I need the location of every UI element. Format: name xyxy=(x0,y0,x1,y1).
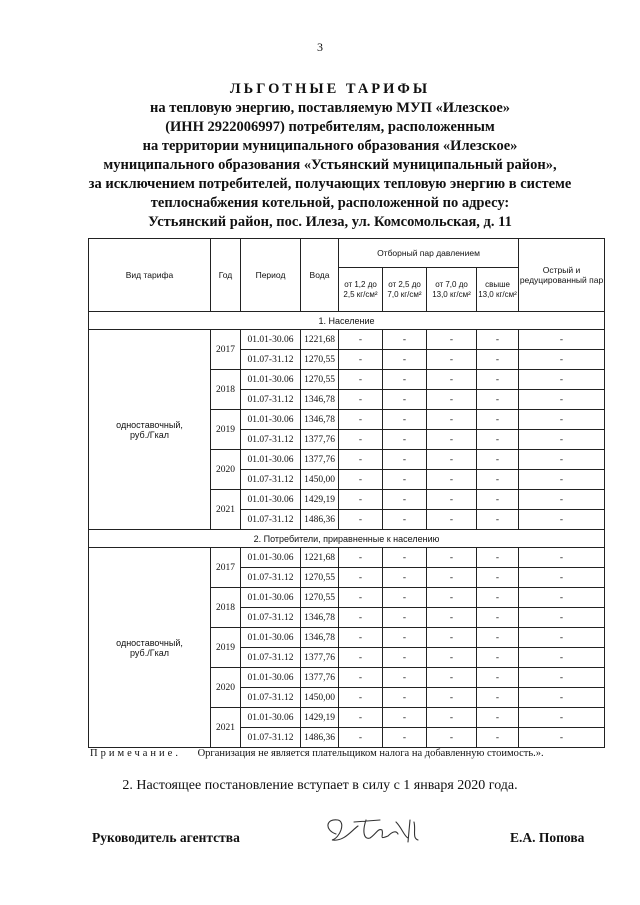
p4-cell: - xyxy=(477,628,519,648)
note-text: Организация не является плательщиком налога на добавленную стоимость.». xyxy=(197,748,544,759)
period-cell: 01.01-30.06 xyxy=(241,548,301,568)
p4-cell: - xyxy=(477,708,519,728)
p1-cell: - xyxy=(339,568,383,588)
p2-cell: - xyxy=(383,648,427,668)
period-cell: 01.07-31.12 xyxy=(241,608,301,628)
note xyxy=(90,748,610,759)
section-row xyxy=(89,312,605,330)
p4-cell: - xyxy=(477,648,519,668)
year-cell: 2019 xyxy=(211,628,241,668)
p4-cell: - xyxy=(477,548,519,568)
water-cell: 1346,78 xyxy=(301,628,339,648)
p3-cell: - xyxy=(427,688,477,708)
title-line: за исключением потребителей, получающих тепловую энергию в системе xyxy=(88,176,572,192)
p3-cell: - xyxy=(427,470,477,490)
period-cell: 01.01-30.06 xyxy=(241,330,301,350)
water-cell: 1221,68 xyxy=(301,548,339,568)
year-cell: 2017 xyxy=(211,330,241,370)
p4-cell: - xyxy=(477,728,519,748)
water-cell: 1450,00 xyxy=(301,470,339,490)
p2-cell: - xyxy=(383,430,427,450)
year-cell: 2017 xyxy=(211,548,241,588)
table-row xyxy=(89,548,605,568)
header-tariff-type: Вид тарифа xyxy=(89,239,211,312)
p4-cell: - xyxy=(477,490,519,510)
p1-cell: - xyxy=(339,430,383,450)
period-cell: 01.07-31.12 xyxy=(241,688,301,708)
p3-cell: - xyxy=(427,668,477,688)
p4-cell: - xyxy=(477,470,519,490)
p3-cell: - xyxy=(427,410,477,430)
period-cell: 01.07-31.12 xyxy=(241,648,301,668)
p1-cell: - xyxy=(339,548,383,568)
p1-cell: - xyxy=(339,510,383,530)
p2-cell: - xyxy=(383,390,427,410)
note-label: Примечание. xyxy=(90,748,181,759)
p4-cell: - xyxy=(477,668,519,688)
period-cell: 01.01-30.06 xyxy=(241,450,301,470)
p4-cell: - xyxy=(477,390,519,410)
period-cell: 01.07-31.12 xyxy=(241,728,301,748)
sharp-cell: - xyxy=(519,668,605,688)
year-cell: 2018 xyxy=(211,370,241,410)
sharp-cell: - xyxy=(519,430,605,450)
water-cell: 1486,36 xyxy=(301,510,339,530)
header-period: Период xyxy=(241,239,301,312)
water-cell: 1270,55 xyxy=(301,350,339,370)
section-row xyxy=(89,530,605,548)
tariff-type-cell: одноставочный, руб./Гкал xyxy=(89,548,211,748)
p2-cell: - xyxy=(383,470,427,490)
p3-cell: - xyxy=(427,350,477,370)
water-cell: 1221,68 xyxy=(301,330,339,350)
p2-cell: - xyxy=(383,728,427,748)
water-cell: 1346,78 xyxy=(301,410,339,430)
p2-cell: - xyxy=(383,568,427,588)
p4-cell: - xyxy=(477,588,519,608)
p1-cell: - xyxy=(339,628,383,648)
p4-cell: - xyxy=(477,608,519,628)
p3-cell: - xyxy=(427,608,477,628)
title-line: (ИНН 2922006997) потребителям, расположенным xyxy=(165,119,495,135)
period-cell: 01.07-31.12 xyxy=(241,568,301,588)
header-year: Год xyxy=(211,239,241,312)
sharp-cell: - xyxy=(519,568,605,588)
water-cell: 1429,19 xyxy=(301,708,339,728)
year-cell: 2020 xyxy=(211,450,241,490)
p3-cell: - xyxy=(427,728,477,748)
water-cell: 1377,76 xyxy=(301,668,339,688)
page-number: 3 xyxy=(317,40,323,54)
p4-cell: - xyxy=(477,430,519,450)
sharp-cell: - xyxy=(519,588,605,608)
title-line: на тепловую энергию, поставляемую МУП «Илезское» xyxy=(149,100,510,116)
p3-cell: - xyxy=(427,648,477,668)
p3-cell: - xyxy=(427,390,477,410)
period-cell: 01.07-31.12 xyxy=(241,470,301,490)
tariff-type-cell: одноставочный, руб./Гкал xyxy=(89,330,211,530)
sharp-cell: - xyxy=(519,490,605,510)
effective-date-paragraph: 2. Настоящее постановление вступает в силу с 1 января 2020 года. xyxy=(122,778,518,793)
water-cell: 1486,36 xyxy=(301,728,339,748)
header-steam-group: Отборный пар давлением xyxy=(339,239,519,268)
handwritten-signature xyxy=(318,808,428,852)
p2-cell: - xyxy=(383,608,427,628)
water-cell: 1270,55 xyxy=(301,568,339,588)
p4-cell: - xyxy=(477,450,519,470)
p3-cell: - xyxy=(427,628,477,648)
p3-cell: - xyxy=(427,588,477,608)
header-sharp-steam: Острый и редуцированный пар xyxy=(519,239,605,312)
sharp-cell: - xyxy=(519,390,605,410)
p3-cell: - xyxy=(427,430,477,450)
sharp-cell: - xyxy=(519,470,605,490)
period-cell: 01.01-30.06 xyxy=(241,708,301,728)
p1-cell: - xyxy=(339,350,383,370)
p1-cell: - xyxy=(339,668,383,688)
header-pressure-1: от 1,2 до 2,5 кг/см² xyxy=(339,268,383,312)
p3-cell: - xyxy=(427,330,477,350)
table-row xyxy=(89,330,605,350)
p2-cell: - xyxy=(383,490,427,510)
year-cell: 2021 xyxy=(211,490,241,530)
p4-cell: - xyxy=(477,330,519,350)
year-cell: 2019 xyxy=(211,410,241,450)
water-cell: 1346,78 xyxy=(301,608,339,628)
p1-cell: - xyxy=(339,450,383,470)
sharp-cell: - xyxy=(519,350,605,370)
water-cell: 1346,78 xyxy=(301,390,339,410)
water-cell: 1377,76 xyxy=(301,648,339,668)
water-cell: 1270,55 xyxy=(301,370,339,390)
p3-cell: - xyxy=(427,490,477,510)
section-title: 1. Население xyxy=(89,312,605,330)
year-cell: 2018 xyxy=(211,588,241,628)
p2-cell: - xyxy=(383,668,427,688)
period-cell: 01.01-30.06 xyxy=(241,370,301,390)
water-cell: 1450,00 xyxy=(301,688,339,708)
p3-cell: - xyxy=(427,370,477,390)
sharp-cell: - xyxy=(519,510,605,530)
period-cell: 01.01-30.06 xyxy=(241,668,301,688)
title-line: муниципального образования «Устьянский муниципальный район», xyxy=(103,157,557,173)
title-line: теплоснабжения котельной, расположенной по адресу: xyxy=(150,195,510,211)
header-pressure-2: от 2,5 до 7,0 кг/см² xyxy=(383,268,427,312)
period-cell: 01.07-31.12 xyxy=(241,510,301,530)
p4-cell: - xyxy=(477,350,519,370)
sharp-cell: - xyxy=(519,688,605,708)
title-heading: ЛЬГОТНЫЕ ТАРИФЫ xyxy=(229,81,431,97)
section-title: 2. Потребители, приравненные к населению xyxy=(89,530,605,548)
p2-cell: - xyxy=(383,628,427,648)
sharp-cell: - xyxy=(519,370,605,390)
p4-cell: - xyxy=(477,410,519,430)
p3-cell: - xyxy=(427,450,477,470)
period-cell: 01.07-31.12 xyxy=(241,430,301,450)
p2-cell: - xyxy=(383,410,427,430)
sharp-cell: - xyxy=(519,608,605,628)
period-cell: 01.01-30.06 xyxy=(241,410,301,430)
document-title xyxy=(60,80,600,232)
water-cell: 1377,76 xyxy=(301,430,339,450)
period-cell: 01.01-30.06 xyxy=(241,628,301,648)
p1-cell: - xyxy=(339,490,383,510)
p3-cell: - xyxy=(427,510,477,530)
year-cell: 2020 xyxy=(211,668,241,708)
header-pressure-4: свыше 13,0 кг/см² xyxy=(477,268,519,312)
p3-cell: - xyxy=(427,708,477,728)
sharp-cell: - xyxy=(519,450,605,470)
water-cell: 1429,19 xyxy=(301,490,339,510)
p4-cell: - xyxy=(477,370,519,390)
p2-cell: - xyxy=(383,330,427,350)
p2-cell: - xyxy=(383,450,427,470)
sharp-cell: - xyxy=(519,628,605,648)
p1-cell: - xyxy=(339,470,383,490)
p1-cell: - xyxy=(339,708,383,728)
sharp-cell: - xyxy=(519,410,605,430)
p2-cell: - xyxy=(383,350,427,370)
p1-cell: - xyxy=(339,390,383,410)
sharp-cell: - xyxy=(519,330,605,350)
p3-cell: - xyxy=(427,548,477,568)
title-line: на территории муниципального образования «Илезское» xyxy=(142,138,518,154)
p4-cell: - xyxy=(477,510,519,530)
p1-cell: - xyxy=(339,648,383,668)
year-cell: 2021 xyxy=(211,708,241,748)
period-cell: 01.07-31.12 xyxy=(241,350,301,370)
sharp-cell: - xyxy=(519,708,605,728)
period-cell: 01.07-31.12 xyxy=(241,390,301,410)
p4-cell: - xyxy=(477,568,519,588)
p1-cell: - xyxy=(339,728,383,748)
water-cell: 1377,76 xyxy=(301,450,339,470)
p4-cell: - xyxy=(477,688,519,708)
tariff-table xyxy=(88,238,605,748)
p3-cell: - xyxy=(427,568,477,588)
p1-cell: - xyxy=(339,688,383,708)
sharp-cell: - xyxy=(519,548,605,568)
p1-cell: - xyxy=(339,330,383,350)
header-water: Вода xyxy=(301,239,339,312)
header-pressure-3: от 7,0 до 13,0 кг/см² xyxy=(427,268,477,312)
sharp-cell: - xyxy=(519,648,605,668)
p2-cell: - xyxy=(383,688,427,708)
sharp-cell: - xyxy=(519,728,605,748)
p1-cell: - xyxy=(339,588,383,608)
p2-cell: - xyxy=(383,548,427,568)
period-cell: 01.01-30.06 xyxy=(241,490,301,510)
p2-cell: - xyxy=(383,708,427,728)
p2-cell: - xyxy=(383,370,427,390)
p1-cell: - xyxy=(339,410,383,430)
p2-cell: - xyxy=(383,588,427,608)
p1-cell: - xyxy=(339,608,383,628)
p2-cell: - xyxy=(383,510,427,530)
title-line: Устьянский район, пос. Илеза, ул. Комсомольская, д. 11 xyxy=(148,214,512,230)
signatory-position: Руководитель агентства xyxy=(92,830,240,845)
water-cell: 1270,55 xyxy=(301,588,339,608)
signatory-name: Е.А. Попова xyxy=(510,830,585,845)
p1-cell: - xyxy=(339,370,383,390)
period-cell: 01.01-30.06 xyxy=(241,588,301,608)
